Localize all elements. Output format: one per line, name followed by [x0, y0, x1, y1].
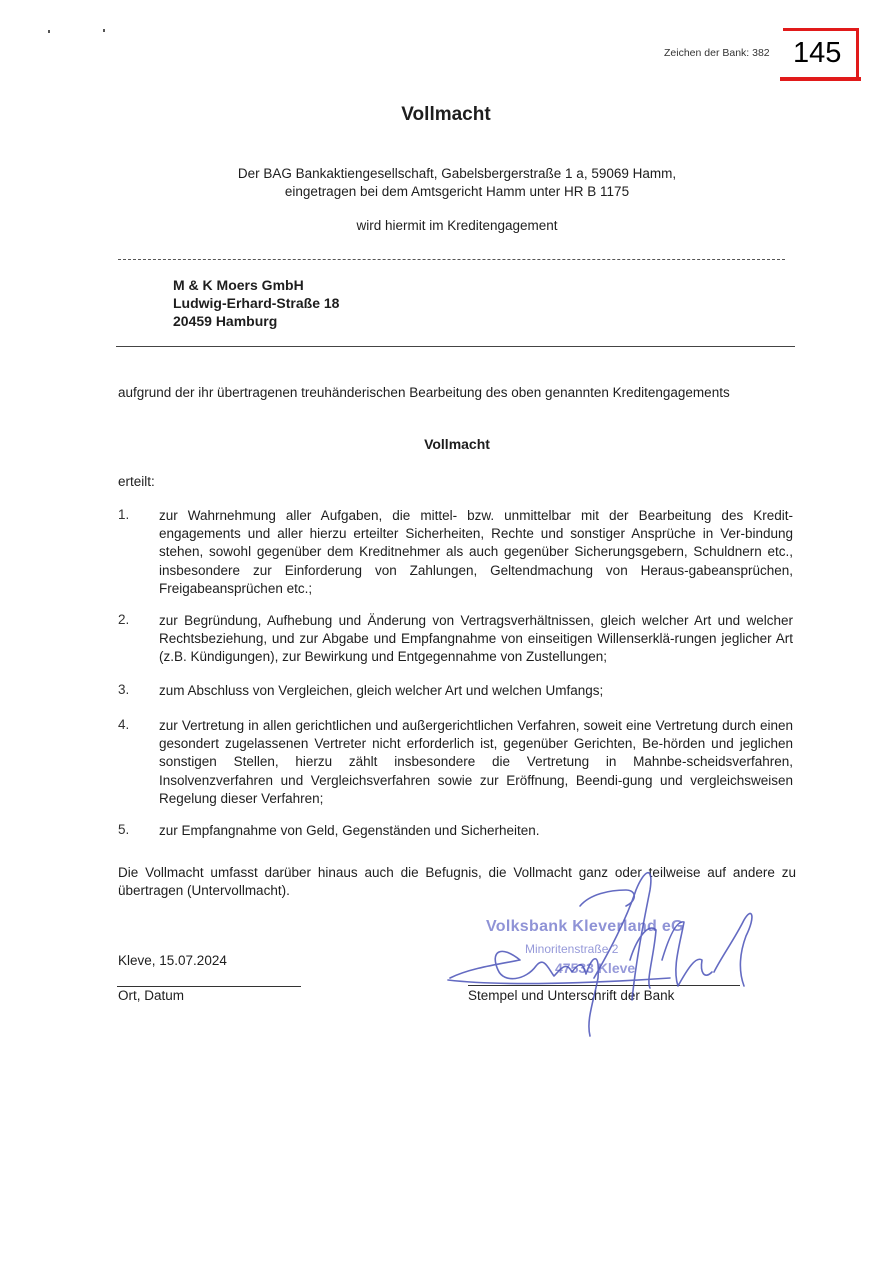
erteilt-label: erteilt: [118, 474, 155, 489]
page-number: 145 [793, 37, 842, 69]
dashed-divider [118, 259, 785, 260]
item-number: 2. [118, 612, 130, 627]
intro-line-2: eingetragen bei dem Amtsgericht Hamm unter HR B 1175 [284, 184, 630, 199]
stamp-line-2: Minoritenstraße 2 [525, 942, 619, 956]
list-item: zur Vertretung in allen gerichtlichen und außergerichtlichen Verfahren, soweit eine Vertretung durch einen gesondert zugelassenen Vertreter nicht erforderlich ist, gegenüber Gerichten, Be-hörden und jeglichen sonstigen Stellen, hierzu zählt insbesondere die Vertretung in Mahnbe-scheidsverfahren, Insolvenzverfahren und Vergleichsverfahren sowie zur Eröffnung, Beendi-gung und vergleichsweisen Regelung dieser Verfahren; [159, 718, 793, 806]
item-number: 5. [118, 822, 130, 837]
signature-line [468, 985, 740, 986]
stamp-line-1: Volksbank Kleverland eG [486, 918, 684, 935]
list-item: zur Empfangnahme von Geld, Gegenständen und Sicherheiten. [159, 823, 540, 838]
page-number-badge [783, 28, 859, 78]
section-title: Vollmacht [424, 436, 490, 452]
closing-text: Die Vollmacht umfasst darüber hinaus auch die Befugnis, die Vollmacht ganz oder teilweise auf andere zu übertragen (Untervollmacht). [118, 865, 796, 899]
list-item: zur Begründung, Aufhebung und Änderung von Vertragsverhältnissen, gleich welcher Art und welcher Rechtsbeziehung, und zur Abgabe und Empfangnahme von einseitigen Willenserklä-rungen jeglicher Art (z.B. Kündigungen), zur Bewirkung und Entgegennahme von Zustellungen; [159, 613, 793, 665]
solid-divider [116, 346, 795, 347]
list-item: zum Abschluss von Vergleichen, gleich welcher Art und welchen Umfangs; [159, 683, 604, 698]
item-number: 4. [118, 717, 130, 732]
intro-line-1: Der BAG Bankaktiengesellschaft, Gabelsbergerstraße 1 a, 59069 Hamm, [237, 166, 677, 181]
place-date: Kleve, 15.07.2024 [118, 953, 227, 968]
list-item: zur Wahrnehmung aller Aufgaben, die mittel- bzw. unmittelbar mit der Bearbeitung des Kredit-engagements und aller hierzu erteilter Sicherheiten, Rechte und sonstiger Ansprüche in Ver-bindung stehen, sowohl gegenüber dem Kreditnehmer als auch gegenüber Sicherungsgebern, Schuldnern etc., insbesondere zur Einforderung von Zahlungen, Geltendmachung von Heraus-gabeansprüchen, Freigabeansprüchen etc.; [159, 508, 793, 596]
bank-reference: Zeichen der Bank: 382 [664, 47, 770, 59]
recipient-name: M & K Moers GmbH [173, 277, 304, 293]
bank-stamp [470, 918, 700, 978]
recipient-city: 20459 Hamburg [173, 313, 278, 329]
stamp-line-3: 47533 Kleve [555, 960, 636, 976]
reason-text: aufgrund der ihr übertragenen treuhänderischen Bearbeitung des oben genannten Kreditengagements [118, 385, 730, 400]
item-number: 3. [118, 682, 130, 697]
recipient-street: Ludwig-Erhard-Straße 18 [173, 295, 340, 311]
document-title: Vollmacht [401, 104, 491, 125]
place-date-label: Ort, Datum [118, 988, 185, 1003]
intro-line-3: wird hiermit im Kreditengagement [356, 218, 558, 233]
date-line [117, 986, 301, 987]
item-number: 1. [118, 507, 130, 522]
signature-label: Stempel und Unterschrift der Bank [468, 988, 675, 1003]
